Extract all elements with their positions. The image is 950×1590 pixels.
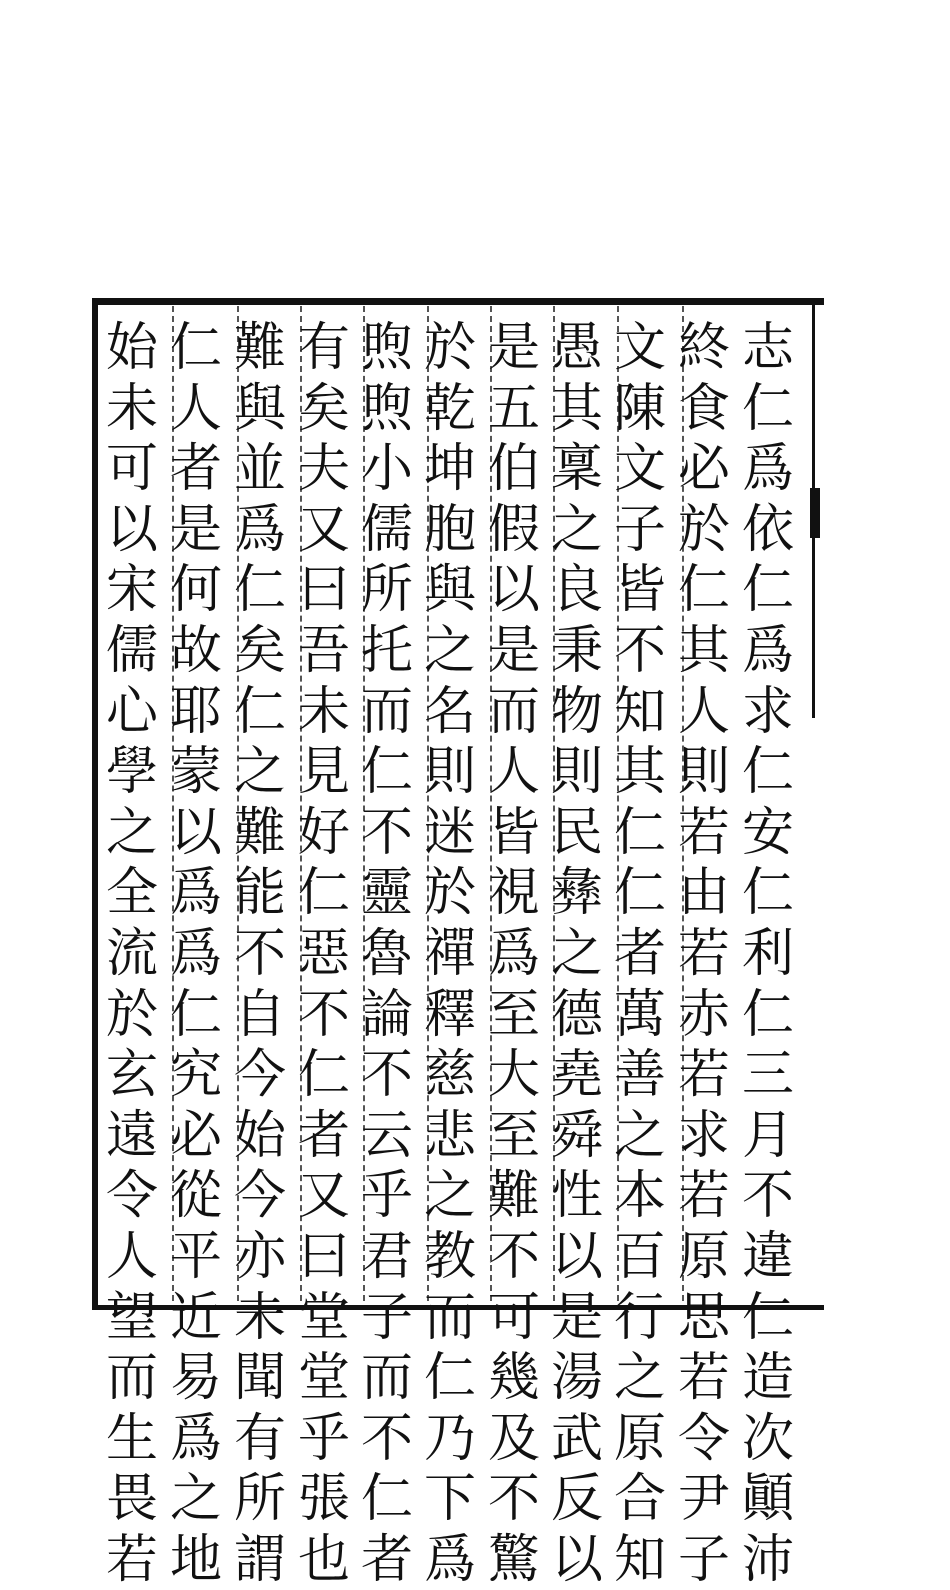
text-column-7 [355, 318, 419, 1590]
text-column-4 [545, 318, 609, 1590]
character: 而 [360, 1348, 413, 1409]
character: 是 [487, 620, 540, 681]
character: 反 [550, 1469, 603, 1530]
character: 假 [487, 499, 540, 560]
character: 原 [677, 1226, 730, 1287]
character: 仁 [741, 742, 794, 803]
text-column-5 [482, 318, 546, 1590]
character: 依 [741, 499, 794, 560]
character: 沛 [741, 1529, 794, 1590]
character: 學 [105, 742, 158, 803]
character: 今 [233, 1045, 286, 1106]
character: 爲 [741, 620, 794, 681]
character: 宋 [105, 560, 158, 621]
character: 仁 [233, 681, 286, 742]
character: 皆 [487, 802, 540, 863]
character: 者 [297, 1105, 350, 1166]
character: 三 [741, 1045, 794, 1106]
character: 乎 [360, 1166, 413, 1227]
character: 安 [741, 802, 794, 863]
character: 乎 [297, 1408, 350, 1469]
character: 本 [613, 1166, 666, 1227]
character: 次 [741, 1408, 794, 1469]
character: 禪 [423, 923, 476, 984]
character: 夫 [297, 439, 350, 500]
character: 而 [423, 1287, 476, 1348]
character: 令 [677, 1408, 730, 1469]
character: 儒 [360, 499, 413, 560]
character: 矣 [233, 620, 286, 681]
character: 之 [613, 1105, 666, 1166]
character: 以 [105, 499, 158, 560]
character: 見 [297, 742, 350, 803]
character: 論 [360, 984, 413, 1045]
character: 其 [613, 742, 666, 803]
character: 從 [169, 1166, 222, 1227]
character: 云 [360, 1105, 413, 1166]
character: 下 [423, 1469, 476, 1530]
character: 以 [550, 1226, 603, 1287]
character: 至 [487, 984, 540, 1045]
character: 合 [613, 1469, 666, 1530]
character: 良 [550, 560, 603, 621]
character: 仁 [741, 984, 794, 1045]
character: 始 [105, 318, 158, 378]
character: 故 [169, 620, 222, 681]
character: 月 [741, 1105, 794, 1166]
character: 釋 [423, 984, 476, 1045]
character: 煦 [360, 318, 413, 378]
text-column-9 [228, 318, 292, 1590]
character: 民 [550, 802, 603, 863]
character: 必 [169, 1105, 222, 1166]
character: 萬 [613, 984, 666, 1045]
character: 人 [169, 378, 222, 439]
character: 驚 [487, 1529, 540, 1590]
character: 玄 [105, 1045, 158, 1106]
character: 必 [677, 439, 730, 500]
character: 之 [423, 620, 476, 681]
character: 仁 [297, 863, 350, 924]
character: 仁 [741, 560, 794, 621]
character: 之 [550, 923, 603, 984]
character: 並 [233, 439, 286, 500]
character: 知 [613, 1529, 666, 1590]
character: 行 [613, 1287, 666, 1348]
character: 與 [233, 378, 286, 439]
character: 其 [550, 378, 603, 439]
character: 又 [297, 1166, 350, 1227]
character: 稟 [550, 439, 603, 500]
character: 仁 [169, 318, 222, 378]
character: 爲 [423, 1529, 476, 1590]
character: 爲 [169, 863, 222, 924]
character: 則 [677, 742, 730, 803]
text-column-1 [736, 318, 800, 1590]
character: 堯 [550, 1045, 603, 1106]
character: 仁 [741, 863, 794, 924]
character: 聞 [233, 1348, 286, 1409]
character: 易 [169, 1348, 222, 1409]
character: 煦 [360, 378, 413, 439]
character: 亦 [233, 1226, 286, 1287]
character: 爲 [741, 439, 794, 500]
character: 子 [613, 499, 666, 560]
character: 仁 [297, 1045, 350, 1106]
character: 爲 [169, 923, 222, 984]
character: 爲 [169, 1408, 222, 1469]
character: 魯 [360, 923, 413, 984]
character: 人 [677, 681, 730, 742]
character: 武 [550, 1408, 603, 1469]
character: 地 [169, 1529, 222, 1590]
character: 遠 [105, 1105, 158, 1166]
character: 近 [169, 1287, 222, 1348]
character: 若 [677, 1348, 730, 1409]
character: 曰 [297, 560, 350, 621]
fish-tail-mark [810, 488, 820, 538]
character: 者 [169, 439, 222, 500]
character: 教 [423, 1226, 476, 1287]
character: 尹 [677, 1469, 730, 1530]
character: 君 [360, 1226, 413, 1287]
character: 名 [423, 681, 476, 742]
character: 至 [487, 1105, 540, 1166]
character: 求 [677, 1105, 730, 1166]
character: 則 [423, 742, 476, 803]
character: 不 [360, 802, 413, 863]
character: 而 [360, 681, 413, 742]
character: 仁 [741, 1287, 794, 1348]
character: 若 [677, 1166, 730, 1227]
character: 不 [360, 1045, 413, 1106]
character: 視 [487, 863, 540, 924]
character: 愚 [550, 318, 603, 378]
character: 曰 [297, 1226, 350, 1287]
text-column-11 [100, 318, 164, 1590]
character: 胞 [423, 499, 476, 560]
character: 慈 [423, 1045, 476, 1106]
character: 不 [487, 1226, 540, 1287]
character: 能 [233, 863, 286, 924]
character: 自 [233, 984, 286, 1045]
character: 不 [487, 1469, 540, 1530]
character: 文 [613, 439, 666, 500]
character: 由 [677, 863, 730, 924]
character: 未 [297, 681, 350, 742]
text-column-2 [672, 318, 736, 1590]
character: 以 [169, 802, 222, 863]
character: 志 [741, 318, 794, 378]
character: 秉 [550, 620, 603, 681]
character: 小 [360, 439, 413, 500]
character: 未 [105, 378, 158, 439]
character: 若 [677, 802, 730, 863]
character: 百 [613, 1226, 666, 1287]
character: 生 [105, 1408, 158, 1469]
character: 仁 [741, 378, 794, 439]
character: 若 [105, 1529, 158, 1590]
character: 悲 [423, 1105, 476, 1166]
character: 子 [360, 1287, 413, 1348]
character: 不 [233, 923, 286, 984]
character: 今 [233, 1166, 286, 1227]
character: 仁 [169, 984, 222, 1045]
character: 不 [613, 620, 666, 681]
character: 人 [105, 1226, 158, 1287]
character: 所 [360, 560, 413, 621]
character: 之 [169, 1469, 222, 1530]
character: 湯 [550, 1348, 603, 1409]
character: 與 [423, 560, 476, 621]
character: 難 [487, 1166, 540, 1227]
character: 乾 [423, 378, 476, 439]
character: 仁 [613, 802, 666, 863]
character: 五 [487, 378, 540, 439]
character: 有 [233, 1408, 286, 1469]
character: 終 [677, 318, 730, 378]
character: 思 [677, 1287, 730, 1348]
character: 之 [423, 1166, 476, 1227]
character: 而 [487, 681, 540, 742]
character: 仁 [360, 1469, 413, 1530]
character: 違 [741, 1226, 794, 1287]
character: 儒 [105, 620, 158, 681]
character: 有 [297, 318, 350, 378]
character: 以 [550, 1529, 603, 1590]
character: 托 [360, 620, 413, 681]
character: 陳 [613, 378, 666, 439]
character: 可 [487, 1287, 540, 1348]
character: 人 [487, 742, 540, 803]
character: 之 [233, 742, 286, 803]
character: 又 [297, 499, 350, 560]
character: 之 [550, 499, 603, 560]
character: 不 [741, 1166, 794, 1227]
character: 究 [169, 1045, 222, 1106]
character: 仁 [360, 742, 413, 803]
text-column-6 [418, 318, 482, 1590]
character: 求 [741, 681, 794, 742]
character: 者 [360, 1529, 413, 1590]
character: 爲 [487, 923, 540, 984]
character: 坤 [423, 439, 476, 500]
character: 靈 [360, 863, 413, 924]
character: 耶 [169, 681, 222, 742]
character: 未 [233, 1287, 286, 1348]
character: 幾 [487, 1348, 540, 1409]
character: 者 [613, 923, 666, 984]
character: 不 [360, 1408, 413, 1469]
character: 謂 [233, 1529, 286, 1590]
text-column-8 [292, 318, 356, 1590]
character: 善 [613, 1045, 666, 1106]
character: 而 [105, 1348, 158, 1409]
character: 是 [487, 318, 540, 378]
character: 伯 [487, 439, 540, 500]
character: 於 [423, 863, 476, 924]
character: 平 [169, 1226, 222, 1287]
character: 性 [550, 1166, 603, 1227]
character: 物 [550, 681, 603, 742]
text-column-10 [164, 318, 228, 1590]
character: 何 [169, 560, 222, 621]
character: 迷 [423, 802, 476, 863]
character: 之 [105, 802, 158, 863]
character: 知 [613, 681, 666, 742]
character: 仁 [613, 863, 666, 924]
character: 流 [105, 923, 158, 984]
character: 好 [297, 802, 350, 863]
character: 以 [487, 560, 540, 621]
character: 其 [677, 620, 730, 681]
character: 皆 [613, 560, 666, 621]
character: 蒙 [169, 742, 222, 803]
character: 可 [105, 439, 158, 500]
character: 彝 [550, 863, 603, 924]
character: 舜 [550, 1105, 603, 1166]
character: 是 [169, 499, 222, 560]
character: 造 [741, 1348, 794, 1409]
character: 望 [105, 1287, 158, 1348]
character: 於 [677, 499, 730, 560]
character: 之 [613, 1348, 666, 1409]
character: 子 [677, 1529, 730, 1590]
character: 若 [677, 923, 730, 984]
character: 始 [233, 1105, 286, 1166]
character: 心 [105, 681, 158, 742]
character: 也 [297, 1529, 350, 1590]
character: 畏 [105, 1469, 158, 1530]
character: 食 [677, 378, 730, 439]
character: 於 [105, 984, 158, 1045]
character: 仁 [677, 560, 730, 621]
character: 是 [550, 1287, 603, 1348]
character: 不 [297, 984, 350, 1045]
character: 顚 [741, 1469, 794, 1530]
text-column-3 [608, 318, 672, 1590]
character: 若 [677, 1045, 730, 1106]
character: 文 [613, 318, 666, 378]
character: 難 [233, 318, 286, 378]
character: 及 [487, 1408, 540, 1469]
character: 利 [741, 923, 794, 984]
character: 乃 [423, 1408, 476, 1469]
character: 張 [297, 1469, 350, 1530]
character: 原 [613, 1408, 666, 1469]
character: 仁 [233, 560, 286, 621]
character: 堂 [297, 1348, 350, 1409]
character: 吾 [297, 620, 350, 681]
character: 全 [105, 863, 158, 924]
character: 惡 [297, 923, 350, 984]
character: 難 [233, 802, 286, 863]
character: 赤 [677, 984, 730, 1045]
character: 爲 [233, 499, 286, 560]
character: 堂 [297, 1287, 350, 1348]
character: 則 [550, 742, 603, 803]
character: 大 [487, 1045, 540, 1106]
character: 矣 [297, 378, 350, 439]
character: 令 [105, 1166, 158, 1227]
character: 所 [233, 1469, 286, 1530]
character: 於 [423, 318, 476, 378]
character: 德 [550, 984, 603, 1045]
character: 仁 [423, 1348, 476, 1409]
